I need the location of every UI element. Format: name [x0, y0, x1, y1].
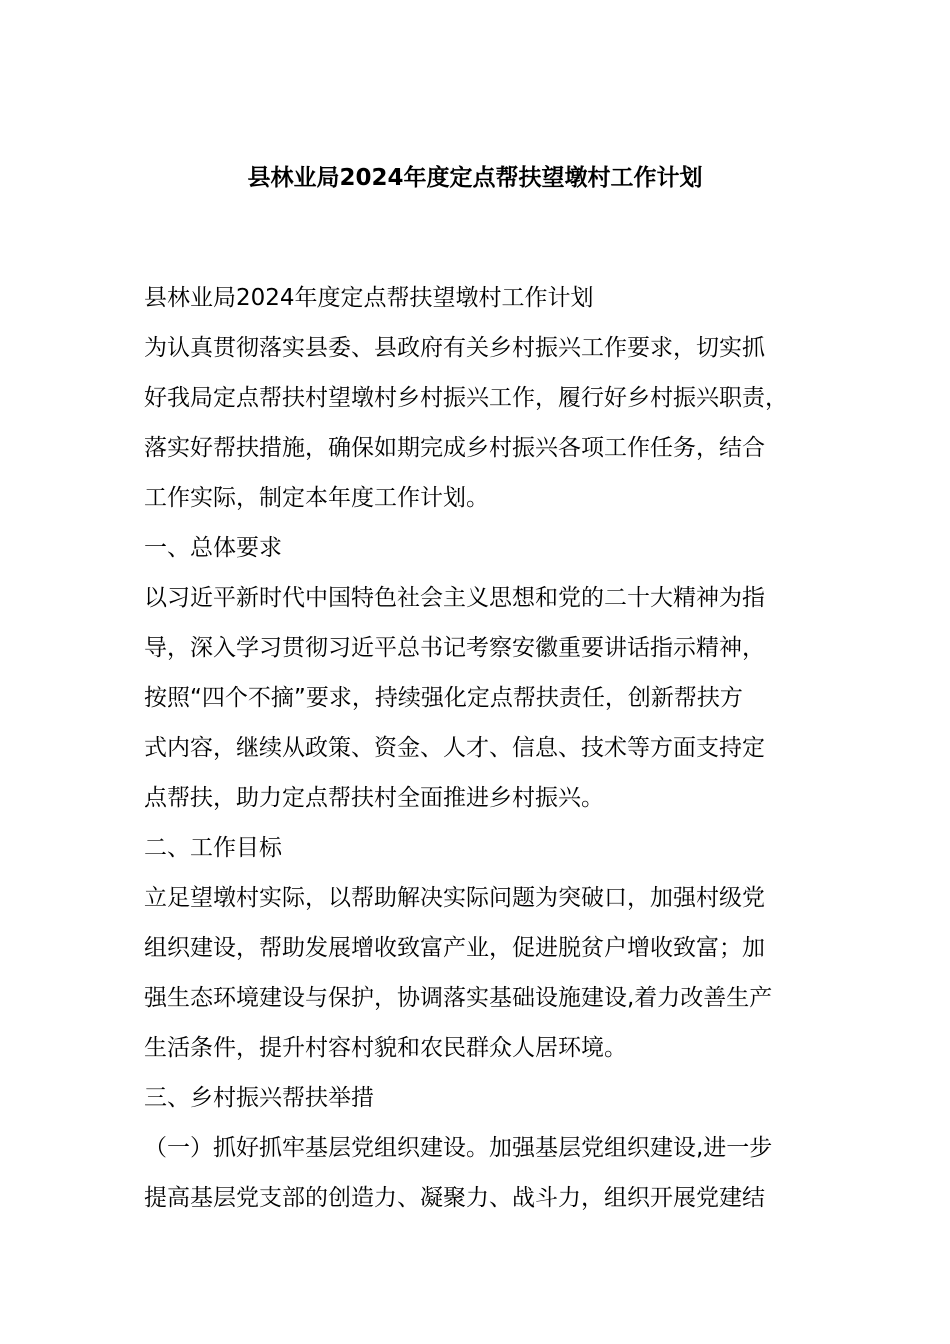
body-line: 以习近平新时代中国特色社会主义思想和党的二十大精神为指 [144, 585, 765, 611]
document-title: 县林业局2024年度定点帮扶望墩村工作计划 [247, 165, 703, 191]
section-heading-general-requirements: 一、总体要求 [144, 535, 282, 561]
body-line: 组织建设，帮助发展增收致富产业，促进脱贫户增收致富；加 [144, 935, 765, 961]
body-line: （一）抓好抓牢基层党组织建设。加强基层党组织建设,进一步 [144, 1135, 773, 1161]
body-line: 提高基层党支部的创造力、凝聚力、战斗力，组织开展党建结 [144, 1185, 765, 1211]
body-line: 好我局定点帮扶村望墩村乡村振兴工作，履行好乡村振兴职责， [144, 385, 788, 411]
body-line: 点帮扶，助力定点帮扶村全面推进乡村振兴。 [144, 785, 604, 811]
body-line: 立足望墩村实际，以帮助解决实际问题为突破口，加强村级党 [144, 885, 765, 911]
body-line: 导，深入学习贯彻习近平总书记考察安徽重要讲话指示精神， [144, 635, 765, 661]
document-body [144, 273, 808, 1223]
body-line: 按照“四个不摘”要求，持续强化定点帮扶责任，创新帮扶方 [144, 685, 743, 711]
section-heading-measures: 三、乡村振兴帮扶举措 [144, 1085, 374, 1111]
body-line: 式内容，继续从政策、资金、人才、信息、技术等方面支持定 [144, 735, 765, 761]
body-line-subtitle: 县林业局2024年度定点帮扶望墩村工作计划 [144, 285, 594, 311]
body-line: 为认真贯彻落实县委、县政府有关乡村振兴工作要求，切实抓 [144, 335, 765, 361]
body-line: 生活条件，提升村容村貌和农民群众人居环境。 [144, 1035, 627, 1061]
body-line: 落实好帮扶措施，确保如期完成乡村振兴各项工作任务，结合 [144, 435, 765, 461]
body-line: 强生态环境建设与保护，协调落实基础设施建设,着力改善生产 [144, 985, 773, 1011]
body-line: 工作实际，制定本年度工作计划。 [144, 485, 489, 511]
section-heading-work-goals: 二、工作目标 [144, 835, 282, 861]
